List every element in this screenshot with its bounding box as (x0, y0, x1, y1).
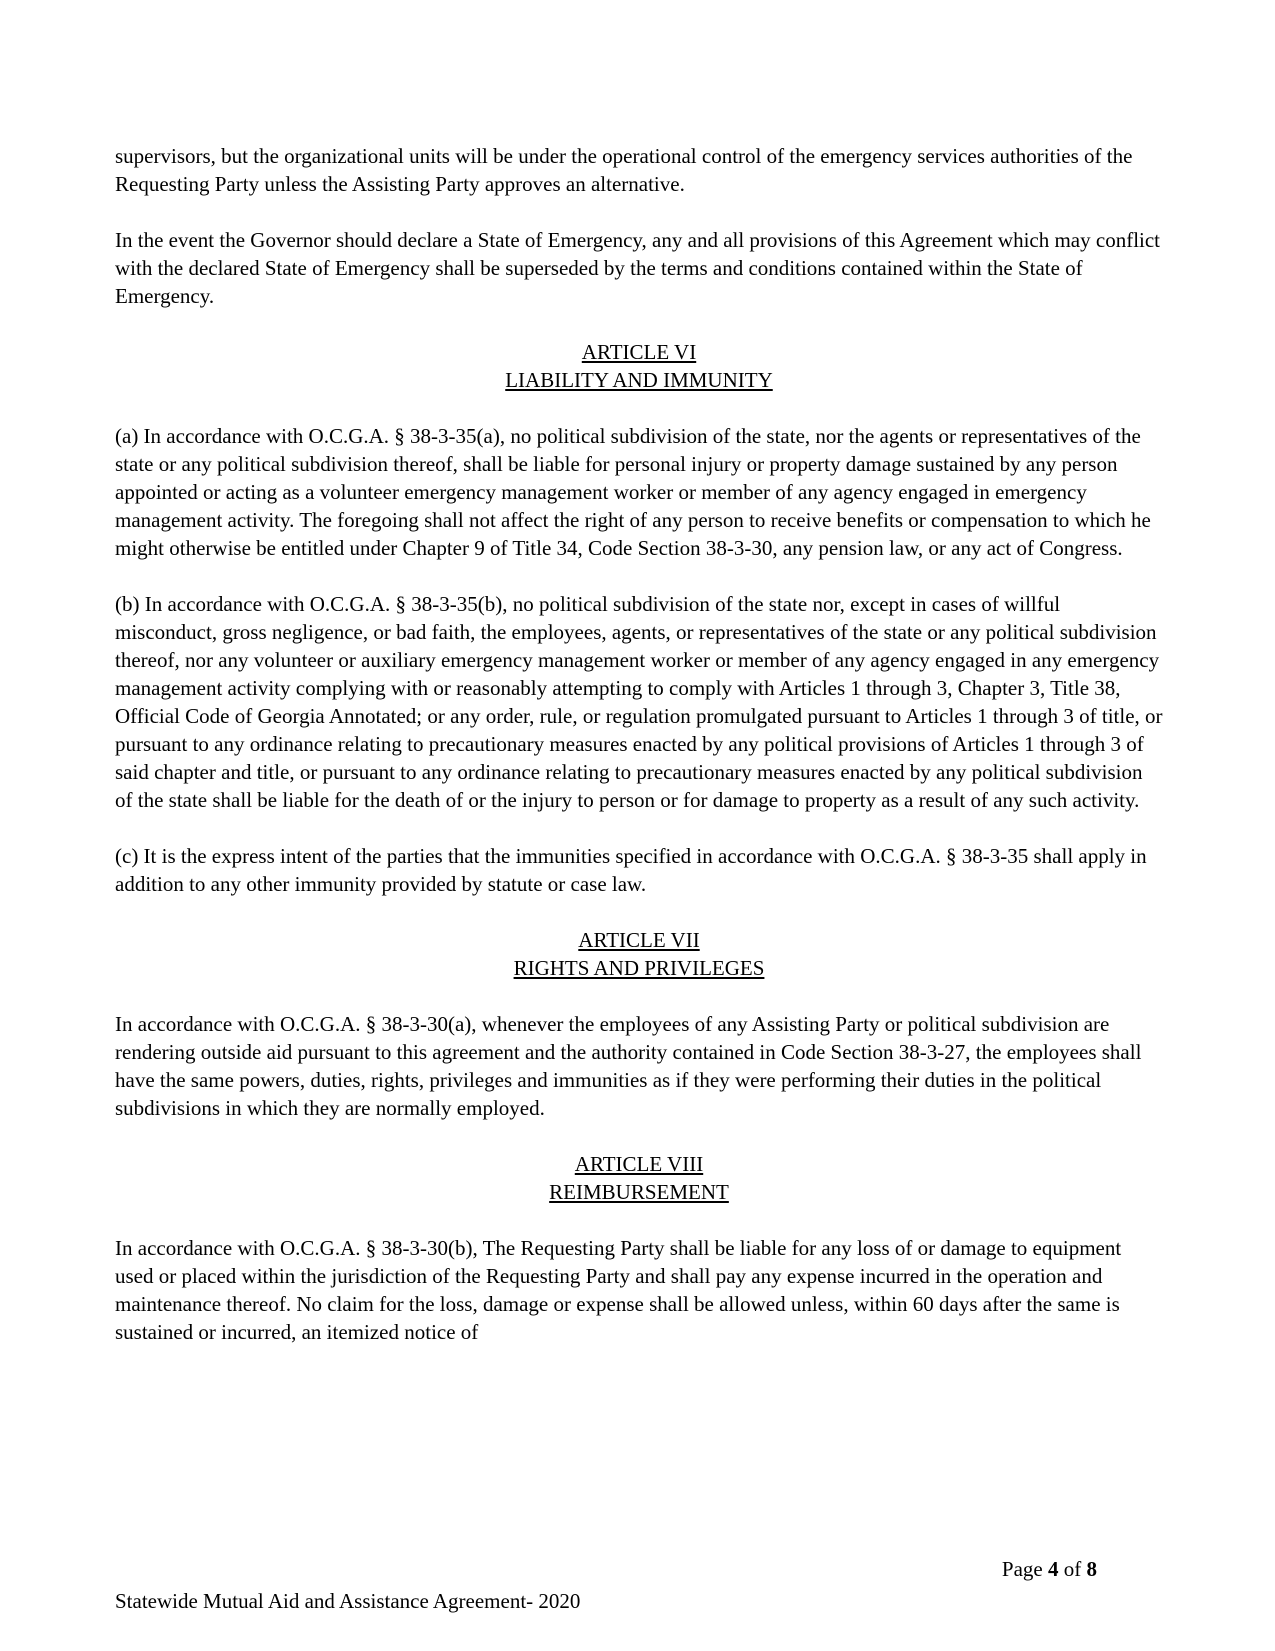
body-paragraph-governor: In the event the Governor should declare a State of Emergency, any and all provisions of this Agreement which may conflict with the declared State of Emergency shall be superseded by the terms and conditions contained within the State of Emergency. (115, 228, 1161, 308)
body-paragraph-reimbursement: In accordance with O.C.G.A. § 38-3-30(b), The Requesting Party shall be liable for any loss of or damage to equipment used or placed within the jurisdiction of the Requesting Party and shall pay any expense incurred in the operation and maintenance thereof. No claim for the loss, damage or expense shall be allowed unless, within 60 days after the same is sustained or incurred, an itemized notice of (115, 1236, 1122, 1344)
article-vi-subtitle: LIABILITY AND IMMUNITY (505, 368, 773, 392)
body-paragraph-rights: In accordance with O.C.G.A. § 38-3-30(a), whenever the employees of any Assisting Party or political subdivision are rendering outside aid pursuant to this agreement and the authority contained in Code Section 38-3-27, the employees shall have the same powers, duties, rights, privileges and immunities as if they were performing their duties in the political subdivisions in which they are normally employed. (115, 1012, 1142, 1120)
article-vi-title: ARTICLE VI (581, 340, 697, 364)
page-number-current: 4 (1048, 1557, 1059, 1581)
body-paragraph-c: (c) It is the express intent of the parties that the immunities specified in accordance with O.C.G.A. § 38-3-35 shall apply in addition to any other immunity provided by statute or case law. (115, 844, 1147, 896)
page-number-prefix: Page (1001, 1557, 1048, 1581)
page-number-total: 8 (1086, 1557, 1097, 1581)
article-viii-subtitle: REIMBURSEMENT (549, 1180, 729, 1204)
document-footer-title: Statewide Mutual Aid and Assistance Agreement- 2020 (115, 1589, 581, 1613)
article-vii-title: ARTICLE VII (578, 928, 700, 952)
document-body (115, 142, 1163, 1346)
article-vii-heading (115, 926, 1163, 982)
body-paragraph-supervisors: supervisors, but the organizational units will be under the operational control of the emergency services authorities of the Requesting Party unless the Assisting Party approves an alternative. (115, 144, 1133, 196)
article-viii-heading (115, 1150, 1163, 1206)
article-vi-heading (115, 338, 1163, 394)
article-viii-title: ARTICLE VIII (574, 1152, 704, 1176)
article-vii-subtitle: RIGHTS AND PRIVILEGES (513, 956, 765, 980)
page-number (1002, 1555, 1097, 1583)
page-number-of: of (1058, 1557, 1087, 1581)
body-paragraph-a: (a) In accordance with O.C.G.A. § 38-3-35(a), no political subdivision of the state, nor the agents or representatives of the state or any political subdivision thereof, shall be liable for personal injury or property damage sustained by any person appointed or acting as a volunteer emergency management worker or member of any agency engaged in emergency management activity. The foregoing shall not affect the right of any person to receive benefits or compensation to which he might otherwise be entitled under Chapter 9 of Title 34, Code Section 38-3-30, any pension law, or any act of Congress. (115, 424, 1151, 560)
body-paragraph-b: (b) In accordance with O.C.G.A. § 38-3-35(b), no political subdivision of the state nor, except in cases of willful misconduct, gross negligence, or bad faith, the employees, agents, or representatives of the state or any political subdivision thereof, nor any volunteer or auxiliary emergency management worker or member of any agency engaged in any emergency management activity complying with or reasonably attempting to comply with Articles 1 through 3, Chapter 3, Title 38, Official Code of Georgia Annotated; or any order, rule, or regulation promulgated pursuant to Articles 1 through 3 of title, or pursuant to any ordinance relating to precautionary measures enacted by any political provisions of Articles 1 through 3 of said chapter and title, or pursuant to any ordinance relating to precautionary measures enacted by any political subdivision of the state shall be liable for the death of or the injury to person or for damage to property as a result of any such activity. (115, 592, 1163, 812)
